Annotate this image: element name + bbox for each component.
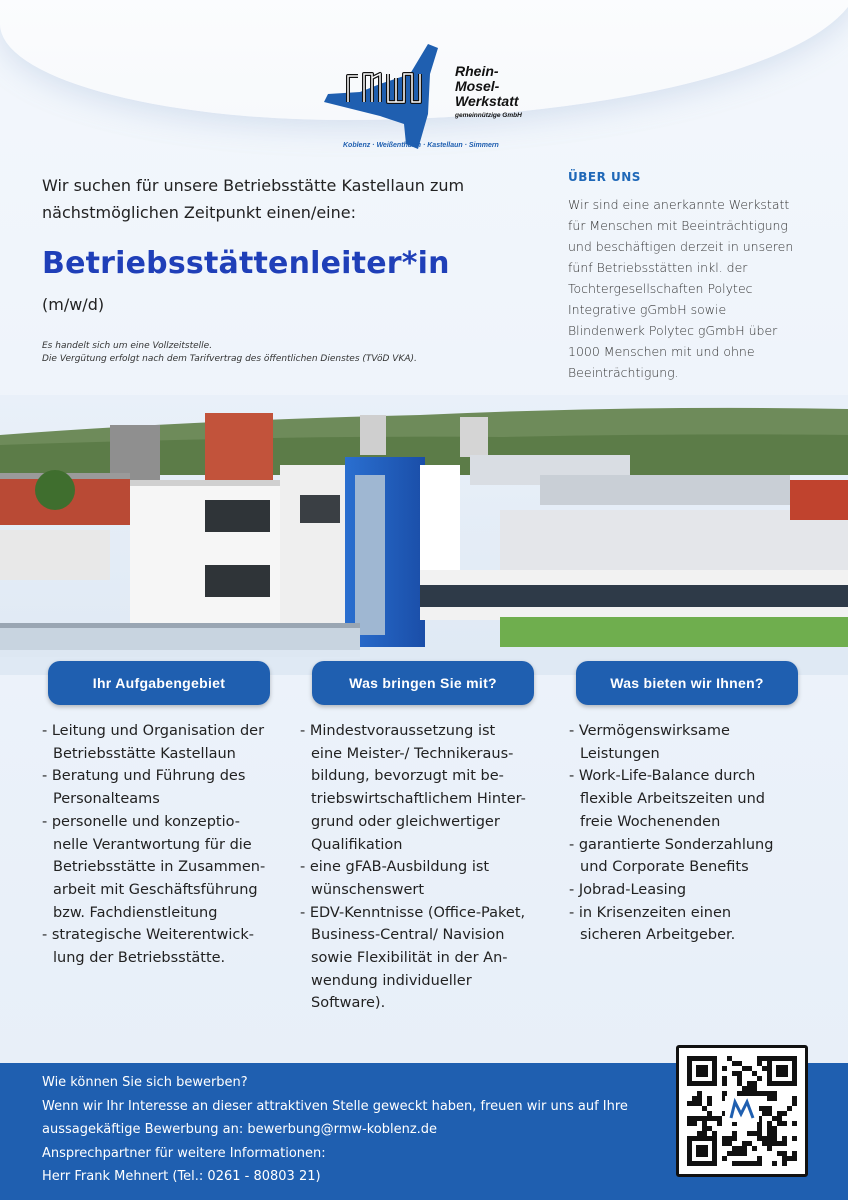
column-heading-tasks: Ihr Aufgabengebiet bbox=[48, 661, 270, 705]
benefits-list bbox=[569, 720, 809, 947]
building-photo bbox=[0, 395, 848, 675]
employment-note bbox=[42, 340, 542, 366]
company-logo bbox=[320, 44, 530, 154]
column-heading-benefits: Was bieten wir Ihnen? bbox=[576, 661, 798, 705]
about-line: fünf Betriebsstätten inkl. der bbox=[568, 260, 748, 275]
list-item: - eine gFAB-Ausbildung ist wünschenswert bbox=[300, 859, 490, 898]
about-line: für Menschen mit Beeinträchtigung bbox=[568, 218, 788, 233]
list-item: - Leitung und Organisation der Betriebsstätte Kastellaun bbox=[42, 723, 265, 762]
about-line: 1000 Menschen mit und ohne bbox=[568, 344, 755, 359]
logo-cities: Koblenz · Weißenthurm · Kastellaun · Simmern bbox=[343, 142, 499, 149]
logo-legal-form: gemeinnützige GmbH bbox=[455, 112, 522, 119]
footer-line-how-to-apply: Wie können Sie sich bewerben? bbox=[42, 1075, 248, 1090]
list-item: - Work-Life-Balance durch flexible Arbeitszeiten und freie Wochenenden bbox=[569, 768, 765, 830]
list-item: - Jobrad-Leasing bbox=[569, 881, 687, 898]
list-item: - EDV-Kenntnisse (Office-Paket, Business-Central/ Navision sowie Flexibilität in der An- wendung individueller Software). bbox=[300, 904, 526, 1012]
qr-code-icon[interactable] bbox=[676, 1045, 808, 1177]
list-item: - Beratung und Führung des Personalteams bbox=[42, 768, 246, 808]
about-section bbox=[568, 170, 818, 383]
about-line: Tochtergesellschaften Polytec bbox=[568, 281, 753, 296]
note-line-1: Es handelt sich um eine Vollzeitstelle. bbox=[42, 341, 213, 351]
footer-line-email: aussagekäftige Bewerbung an: bewerbung@rmw-koblenz.de bbox=[42, 1122, 438, 1137]
about-line: und beschäftigen derzeit in unseren bbox=[568, 239, 794, 254]
intro-section bbox=[42, 172, 542, 366]
about-line: Blindenwerk Polytec gGmbH über bbox=[568, 323, 778, 338]
list-item: - in Krisenzeiten einen sicheren Arbeitgeber. bbox=[569, 904, 736, 944]
application-info bbox=[42, 1071, 682, 1189]
job-title: Betriebsstättenleiter*in bbox=[42, 246, 450, 281]
building-illustration bbox=[0, 395, 848, 675]
about-heading: ÜBER UNS bbox=[568, 170, 641, 184]
gender-note: (m/w/d) bbox=[42, 295, 105, 314]
logo-name-line-1: Rhein- bbox=[455, 63, 499, 79]
list-item: - garantierte Sonderzahlung und Corporate Benefits bbox=[569, 836, 774, 876]
footer-line: Wenn wir Ihr Interesse an dieser attraktiven Stelle geweckt haben, freuen wir uns auf Ihre bbox=[42, 1098, 628, 1114]
qr-code-pattern bbox=[679, 1048, 805, 1174]
logo-name-line-3: Werkstatt bbox=[455, 93, 519, 109]
about-line: Beeinträchtigung. bbox=[568, 365, 679, 380]
about-line: Integrative gGmbH sowie bbox=[568, 302, 727, 317]
list-item: - Mindestvoraussetzung ist eine Meister-/ Technikeraus- bildung, bevorzugt mit be- triebswirtschaftlichem Hinter- grund oder gleichwertiger Qualifikation bbox=[300, 723, 526, 853]
requirements-list bbox=[300, 720, 550, 1015]
note-line-2: Die Vergütung erfolgt nach dem Tarifvertrag des öffentlichen Dienstes (TVöD VKA). bbox=[42, 354, 417, 364]
column-heading-requirements: Was bringen Sie mit? bbox=[312, 661, 534, 705]
intro-line-2: nächstmöglichen Zeitpunkt einen/eine: bbox=[42, 203, 356, 222]
logo-name-line-2: Mosel- bbox=[455, 78, 500, 94]
about-line: Wir sind eine anerkannte Werkstatt bbox=[568, 197, 790, 212]
list-item: - personelle und konzeptio- nelle Verantwortung für die Betriebsstätte in Zusammen- arbeit mit Geschäftsführung bzw. Fachdienstleitung bbox=[42, 813, 266, 921]
intro-line-1: Wir suchen für unsere Betriebsstätte Kastellaun zum bbox=[42, 176, 465, 195]
tasks-list bbox=[42, 720, 282, 970]
about-text bbox=[568, 194, 818, 383]
application-footer bbox=[0, 1063, 848, 1200]
footer-line-contact: Ansprechpartner für weitere Informationen: bbox=[42, 1145, 326, 1161]
footer-line-phone: Herr Frank Mehnert (Tel.: 0261 - 80803 21) bbox=[42, 1169, 321, 1184]
list-item: - strategische Weiterentwick- lung der Betriebsstätte. bbox=[42, 927, 254, 967]
logo-name bbox=[455, 64, 519, 109]
list-item: - Vermögenswirksame Leistungen bbox=[569, 723, 730, 762]
